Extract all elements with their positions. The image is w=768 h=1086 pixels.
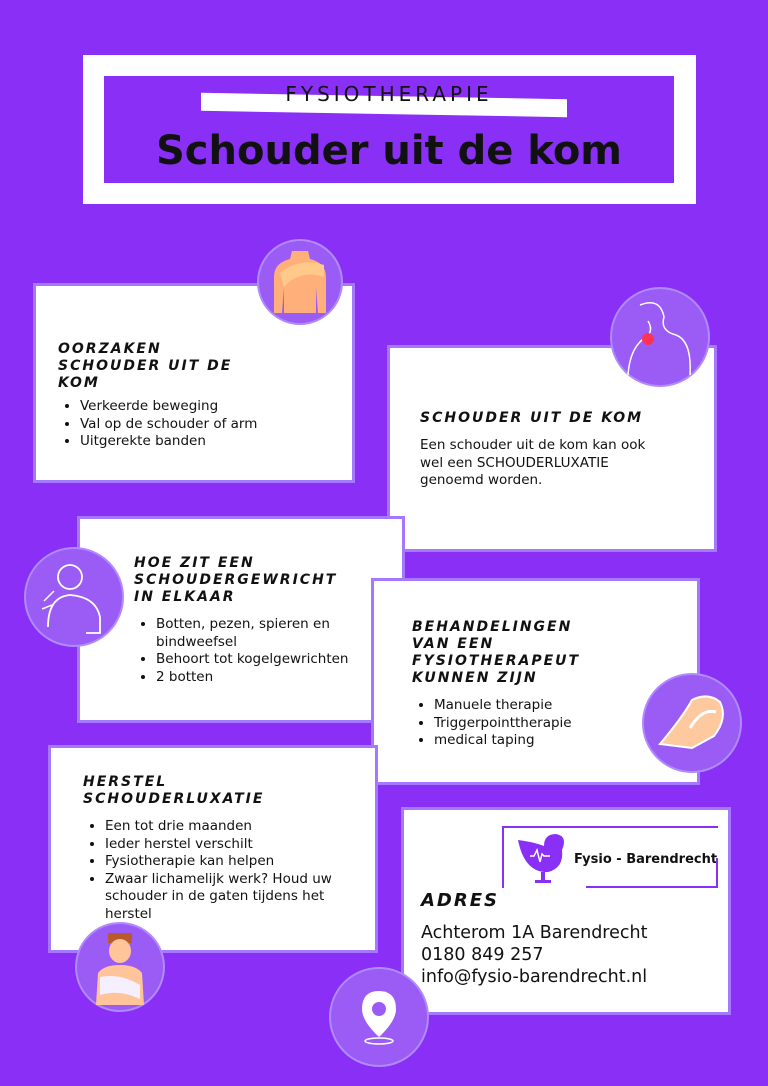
list-item: • Botten, pezen, spieren en bindweefsel	[156, 616, 336, 651]
card-title: OORZAKEN SCHOUDER UIT DE KOM	[58, 341, 233, 391]
phone-text[interactable]: 0180 849 257	[421, 945, 544, 965]
list-item: • Ieder herstel verschilt	[105, 836, 355, 854]
card-title: HERSTEL SCHOUDERLUXATIE	[83, 774, 265, 807]
address-title: ADRES	[421, 890, 499, 911]
card-anatomy	[77, 516, 405, 723]
bird-logo-icon	[514, 828, 574, 888]
header-banner	[104, 76, 674, 183]
list-item: • Verkeerde beweging	[80, 398, 332, 416]
card-treatments	[371, 578, 700, 785]
list-item: • Een tot drie maanden	[105, 818, 355, 836]
card-text: Een schouder uit de kom kan ook wel een SCHOUDERLUXATIE genoemd worden.	[420, 437, 646, 488]
list-item: • Manuele therapie	[434, 697, 677, 715]
card-recovery	[48, 745, 378, 953]
header-frame	[83, 55, 696, 204]
page-title: Schouder uit de kom	[156, 128, 622, 174]
patient-sling-icon	[75, 922, 165, 1012]
list-item: • medical taping	[434, 732, 677, 750]
logo	[502, 826, 718, 888]
shoulder-bone-icon	[642, 673, 742, 773]
list-item: • Behoort tot kogelgewrichten	[156, 651, 382, 669]
list-item: • Fysiotherapie kan helpen	[105, 853, 355, 871]
location-pin-icon	[329, 967, 429, 1067]
shoulder-pain-icon	[610, 287, 710, 387]
list-item: • Uitgerekte banden	[80, 433, 332, 451]
card-title: BEHANDELINGEN VAN EEN FYSIOTHERAPEUT KUNNEN ZIJN	[412, 619, 581, 686]
card-contact	[401, 807, 731, 1015]
address-text: Achterom 1A Barendrecht	[421, 923, 648, 943]
list-item: • Val op de schouder of arm	[80, 416, 332, 434]
list-item: • 2 botten	[156, 669, 382, 687]
list-item: • Triggerpointtherapie	[434, 715, 677, 733]
email-link[interactable]: info@fysio-barendrecht.nl	[421, 967, 648, 987]
card-title: SCHOUDER UIT DE KOM	[420, 410, 644, 426]
header-subtitle: FYSIOTHERAPIE	[285, 82, 493, 106]
list-item: • Zwaar lichamelijk werk? Houd uw schouder in de gaten tijdens het herstel	[105, 871, 335, 924]
card-title: HOE ZIT EEN SCHOUDERGEWRICHT IN ELKAAR	[134, 555, 338, 605]
shoulder-joint-icon	[24, 547, 124, 647]
shoulder-bandage-icon	[257, 239, 343, 325]
logo-text: Fysio - Barendrecht	[574, 852, 718, 867]
